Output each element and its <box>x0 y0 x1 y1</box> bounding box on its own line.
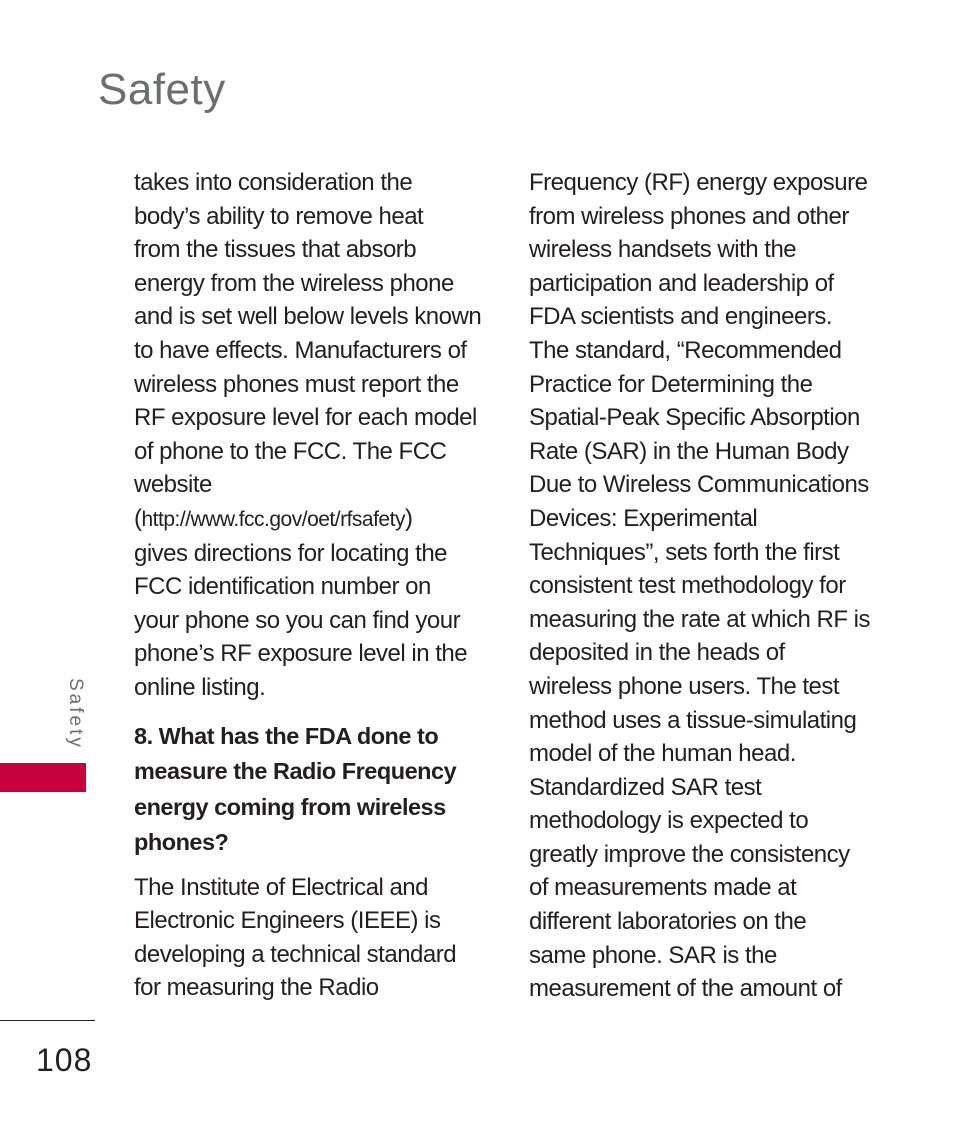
text-line: of measurements made at <box>529 874 797 902</box>
url-open-paren: ( <box>134 504 142 532</box>
text-line: from the tissues that absorb <box>134 236 417 264</box>
text-line: energy from the wireless phone <box>134 269 454 297</box>
text-line: website <box>134 471 212 499</box>
text-line: Electronic Engineers (IEEE) is <box>134 907 441 935</box>
text-line: The standard, “Recommended <box>529 336 842 364</box>
heading-line: 8. What has the FDA done to <box>134 722 439 749</box>
text-line: online listing. <box>134 673 266 701</box>
question-heading <box>134 719 514 861</box>
text-line: Rate (SAR) in the Human Body <box>529 437 849 465</box>
paragraph-sar-limit <box>134 166 514 705</box>
text-line: greatly improve the consistency <box>529 840 850 868</box>
text-line: model of the human head. <box>529 740 796 768</box>
text-line: Frequency (RF) energy exposure <box>529 169 868 196</box>
text-line: of phone to the FCC. The FCC <box>134 437 447 465</box>
fcc-url: http://www.fcc.gov/oet/rfsafety <box>141 507 405 531</box>
text-line: consistent test methodology for <box>529 572 846 600</box>
side-tab-marker <box>0 763 86 792</box>
text-line: your phone so you can find your <box>134 606 461 634</box>
footer-divider <box>0 1020 95 1021</box>
text-line: Standardized SAR test <box>529 773 762 801</box>
text-line: Due to Wireless Communications <box>529 471 869 499</box>
url-line <box>134 502 514 537</box>
heading-line: energy coming from wireless <box>134 793 446 820</box>
text-line: deposited in the heads of <box>529 639 785 667</box>
text-line: Spatial-Peak Specific Absorption <box>529 404 860 432</box>
heading-line: phones? <box>134 829 229 855</box>
text-line: The Institute of Electrical and <box>134 873 428 901</box>
text-line: participation and leadership of <box>529 269 834 297</box>
paragraph-ieee <box>134 871 514 1005</box>
text-line: different laboratories on the <box>529 908 807 936</box>
left-column <box>134 166 514 1005</box>
text-line: measuring the rate at which RF is <box>529 605 870 633</box>
page-number: 108 <box>36 1042 93 1078</box>
text-line: wireless phones must report the <box>134 370 459 398</box>
text-line: developing a technical standard <box>134 940 457 968</box>
text-line: for measuring the Radio <box>134 974 379 1002</box>
text-line: phone’s RF exposure level in the <box>134 640 468 668</box>
text-line: measurement of the amount of <box>529 975 842 1003</box>
side-tab-label: Safety <box>65 678 86 750</box>
text-line: body’s ability to remove heat <box>134 202 424 230</box>
text-line: FDA scientists and engineers. <box>529 303 832 331</box>
heading-line: measure the Radio Frequency <box>134 758 457 784</box>
text-line: Devices: Experimental <box>529 504 758 532</box>
url-close-paren: ) <box>404 504 413 532</box>
text-line: to have effects. Manufacturers of <box>134 336 467 364</box>
text-line: Practice for Determining the <box>529 370 813 398</box>
page-title: Safety <box>98 65 226 114</box>
text-line: gives directions for locating the <box>134 539 448 567</box>
text-line: and is set well below levels known <box>134 303 482 331</box>
text-line: Techniques”, sets forth the first <box>529 538 840 566</box>
text-line: same phone. SAR is the <box>529 941 777 969</box>
text-line: wireless phone users. The test <box>529 672 840 700</box>
text-line: RF exposure level for each model <box>134 404 477 432</box>
text-line: methodology is expected to <box>529 807 809 835</box>
right-column <box>529 166 919 1006</box>
text-line: FCC identification number on <box>134 573 431 601</box>
text-line: takes into consideration the <box>134 169 413 196</box>
text-line: method uses a tissue-simulating <box>529 706 857 734</box>
text-line: wireless handsets with the <box>529 236 797 264</box>
text-line: from wireless phones and other <box>529 202 849 230</box>
